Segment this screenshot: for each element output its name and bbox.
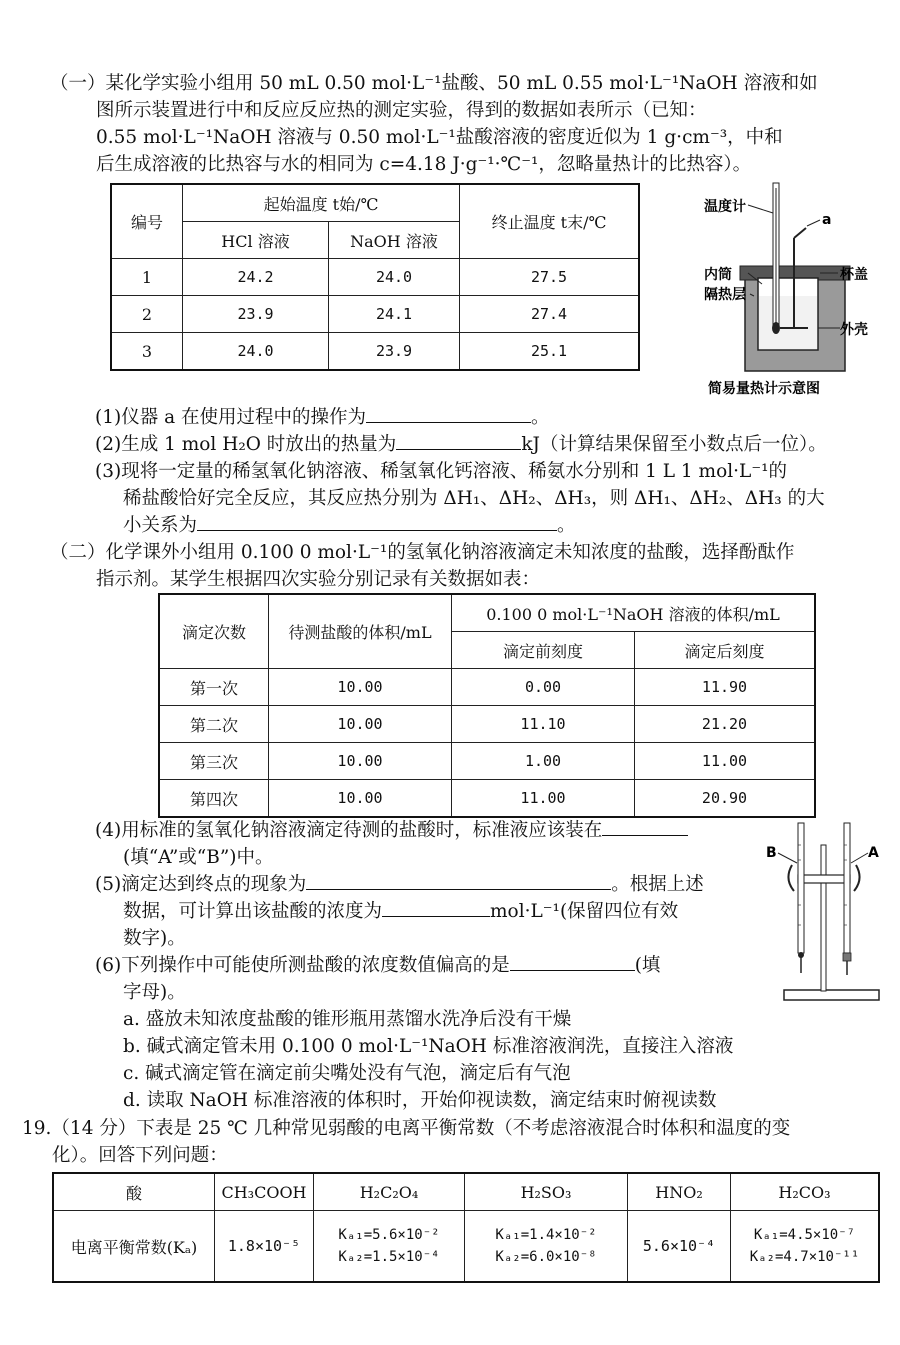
q5-text-end: 。根据上述 (611, 874, 704, 895)
ionization-constant-table (52, 1172, 880, 1283)
burette-a (844, 823, 850, 953)
cell-after: 11.90 (635, 669, 816, 706)
cell-volume: 10.00 (269, 780, 452, 818)
k-a1: Kₐ₁=5.6×10⁻² (338, 1227, 440, 1243)
q6-line2: 字母)。 (123, 982, 186, 1003)
label-thermometer: 温度计 (704, 199, 746, 215)
cell-before: 0.00 (452, 669, 635, 706)
table2-header-times: 滴定次数 (159, 594, 269, 669)
cell-hcl: 23.9 (183, 296, 329, 333)
table3-acid-h2c2o4: H₂C₂O₄ (314, 1173, 465, 1211)
cell-hcl: 24.0 (183, 333, 329, 371)
k-a2: Kₐ₂=1.5×10⁻⁴ (338, 1249, 440, 1265)
table2-header-after: 滴定后刻度 (635, 632, 816, 669)
table-row (159, 669, 815, 706)
option-c: c. 碱式滴定管在滴定前尖嘴处没有气泡，滴定后有气泡 (123, 1063, 571, 1084)
k-a1: Kₐ₁=4.5×10⁻⁷ (753, 1227, 856, 1243)
q3-line1: (3)现将一定量的稀氢氧化钠溶液、稀氢氧化钙溶液、稀氨水分别和 1 L 1 mol·L⁻¹的 (95, 461, 788, 482)
stand-rod (821, 845, 826, 991)
q3-text: 小关系为 (123, 515, 198, 536)
table-row (159, 706, 815, 743)
table-row (111, 259, 639, 296)
label-a: A (868, 845, 879, 861)
part1-intro-line4: 后生成溶液的比热容与水的相同为 c=4.18 J·g⁻¹·℃⁻¹，忽略量热计的比热容）。 (96, 154, 752, 175)
q6-line1 (95, 952, 765, 979)
q4-line1 (95, 817, 765, 844)
burette-stand-diagram (762, 815, 887, 1005)
q19-intro (22, 1115, 892, 1169)
table3-k-ch3cooh: 1.8×10⁻⁵ (215, 1211, 314, 1283)
table3-k-h2co3 (731, 1211, 880, 1283)
table1-header-start: 起始温度 t始/℃ (183, 184, 460, 222)
table2-header-before: 滴定前刻度 (452, 632, 635, 669)
cell-no: 1 (111, 259, 183, 296)
q1-answer-blank[interactable] (366, 404, 531, 423)
table3-acid-ch3cooh: CH₃COOH (215, 1173, 314, 1211)
q2-end: kJ（计算结果保留至小数点后一位）。 (521, 434, 827, 455)
q4-text: (4)用标准的氢氧化钠溶液滴定待测的盐酸时，标准液应该装在 (95, 820, 603, 841)
cell-volume: 10.00 (269, 706, 452, 743)
questions-1-3 (95, 404, 885, 539)
table-row (159, 743, 815, 780)
cell-times: 第二次 (159, 706, 269, 743)
part1-intro (50, 70, 890, 178)
part1-intro-line1: （一）某化学实验小组用 50 mL 0.50 mol·L⁻¹盐酸、50 mL 0.55 mol·L⁻¹NaOH 溶液和如 (50, 73, 818, 94)
part2-intro-line1: （二）化学课外小组用 0.100 0 mol·L⁻¹的氢氧化钠溶液滴定未知浓度的盐酸，选择酚酞作 (50, 542, 795, 563)
cell-end: 27.4 (460, 296, 640, 333)
stand-base (784, 990, 879, 1000)
part2-intro-line2: 指示剂。某学生根据四次实验分别记录有关数据如表： (96, 569, 541, 590)
table3-k-h2c2o4 (314, 1211, 465, 1283)
cell-no: 3 (111, 333, 183, 371)
cell-naoh: 24.0 (329, 259, 460, 296)
q19-line2: 化）。回答下列问题： (52, 1145, 228, 1166)
q3-line3 (95, 512, 885, 539)
table3-acid-h2so3: H₂SO₃ (465, 1173, 628, 1211)
q5-text: (5)滴定达到终点的现象为 (95, 874, 307, 895)
cell-end: 27.5 (460, 259, 640, 296)
calorimeter-diagram (690, 178, 890, 403)
table3-acid-hno2: HNO₂ (628, 1173, 731, 1211)
cell-times: 第一次 (159, 669, 269, 706)
part2-intro (50, 539, 890, 593)
table-row (111, 333, 639, 371)
q6-options (123, 1006, 883, 1114)
burette-clamp (798, 875, 850, 883)
table-row (159, 780, 815, 818)
q6-text-end: (填 (634, 955, 661, 976)
label-insulation: 隔热层 (704, 287, 746, 303)
table1-header-naoh: NaOH 溶液 (329, 222, 460, 259)
cell-naoh: 24.1 (329, 296, 460, 333)
cell-end: 25.1 (460, 333, 640, 371)
table1-header-end: 终止温度 t末/℃ (460, 184, 640, 259)
table2-header-naoh: 0.100 0 mol·L⁻¹NaOH 溶液的体积/mL (452, 594, 816, 632)
k-a1: Kₐ₁=1.4×10⁻² (495, 1227, 597, 1243)
cell-naoh: 23.9 (329, 333, 460, 371)
part1-intro-line3: 0.55 mol·L⁻¹NaOH 溶液与 0.50 mol·L⁻¹盐酸溶液的密度近似为 1 g·cm⁻³，中和 (96, 127, 783, 148)
cell-before: 1.00 (452, 743, 635, 780)
q2-line (95, 431, 885, 458)
option-d: d. 读取 NaOH 标准溶液的体积时，开始仰视读数，滴定结束时俯视读数 (123, 1090, 717, 1111)
cell-after: 21.20 (635, 706, 816, 743)
part1-intro-line2: 图所示装置进行中和反应反应热的测定实验，得到的数据如表所示（已知： (96, 100, 707, 121)
cell-before: 11.10 (452, 706, 635, 743)
q19-line1: 19.（14 分）下表是 25 ℃ 几种常见弱酸的电离平衡常数（不考虑溶液混合时体积和温度的变 (22, 1118, 791, 1139)
cell-volume: 10.00 (269, 669, 452, 706)
q3-end: 。 (557, 515, 576, 536)
label-b: B (766, 845, 777, 861)
table3-acid-h2co3: H₂CO₃ (731, 1173, 880, 1211)
q2-text: (2)生成 1 mol H₂O 时放出的热量为 (95, 434, 397, 455)
table1-header-hcl: HCl 溶液 (183, 222, 329, 259)
cell-no: 2 (111, 296, 183, 333)
table3-k-h2so3 (465, 1211, 628, 1283)
q5-unit: mol·L⁻¹(保留四位有效 (490, 901, 679, 922)
q5-line3: 数字)。 (123, 928, 186, 949)
q1-text: (1)仪器 a 在使用过程中的操作为 (95, 407, 366, 428)
q5-line1 (95, 871, 765, 898)
k-a2: Kₐ₂=4.7×10⁻¹¹ (749, 1249, 860, 1265)
liquid (759, 296, 817, 349)
label-a: a (822, 212, 832, 228)
cell-times: 第三次 (159, 743, 269, 780)
q4-line2: (填“A”或“B”)中。 (123, 847, 274, 868)
table3-k-hno2: 5.6×10⁻⁴ (628, 1211, 731, 1283)
q4-answer-blank[interactable] (602, 817, 688, 836)
label-shell: 外壳 (840, 322, 868, 338)
option-b: b. 碱式滴定管未用 0.100 0 mol·L⁻¹NaOH 标准溶液润洗，直接注入溶液 (123, 1036, 734, 1057)
label-lid: 杯盖 (840, 267, 868, 283)
table3-header-k: 电离平衡常数(Kₐ) (53, 1211, 215, 1283)
table-row (111, 296, 639, 333)
table3-header-acid: 酸 (53, 1173, 215, 1211)
figure-caption: 简易量热计示意图 (708, 381, 820, 397)
q1-line (95, 404, 885, 431)
cell-hcl: 24.2 (183, 259, 329, 296)
cell-times: 第四次 (159, 780, 269, 818)
q2-answer-blank[interactable] (396, 431, 521, 450)
label-inner: 内筒 (704, 267, 732, 283)
q5-concentration-blank[interactable] (382, 898, 490, 917)
cell-after: 11.00 (635, 743, 816, 780)
questions-4-6 (95, 817, 765, 1006)
q6-answer-blank[interactable] (510, 952, 635, 971)
q5-line2 (95, 898, 765, 925)
cell-volume: 10.00 (269, 743, 452, 780)
table2-header-volume: 待测盐酸的体积/mL (269, 594, 452, 669)
k-a2: Kₐ₂=6.0×10⁻⁸ (495, 1249, 597, 1265)
q5-text2: 数据，可计算出该盐酸的浓度为 (123, 901, 383, 922)
q5-phenomenon-blank[interactable] (306, 871, 611, 890)
burette-b (798, 823, 804, 953)
q1-end: 。 (531, 407, 550, 428)
q3-answer-blank[interactable] (197, 512, 557, 531)
table1-header-no: 编号 (111, 184, 183, 259)
q6-text: (6)下列操作中可能使所测盐酸的浓度数值偏高的是 (95, 955, 510, 976)
cell-after: 20.90 (635, 780, 816, 818)
cell-before: 11.00 (452, 780, 635, 818)
q3-line2: 稀盐酸恰好完全反应，其反应热分别为 ΔH₁、ΔH₂、ΔH₃，则 ΔH₁、ΔH₂、ΔH₃ 的大 (123, 488, 825, 509)
titration-table (158, 593, 816, 818)
thermometer-bulb (772, 322, 780, 334)
temperature-table (110, 183, 640, 371)
option-a: a. 盛放未知浓度盐酸的锥形瓶用蒸馏水洗净后没有干燥 (123, 1009, 572, 1030)
